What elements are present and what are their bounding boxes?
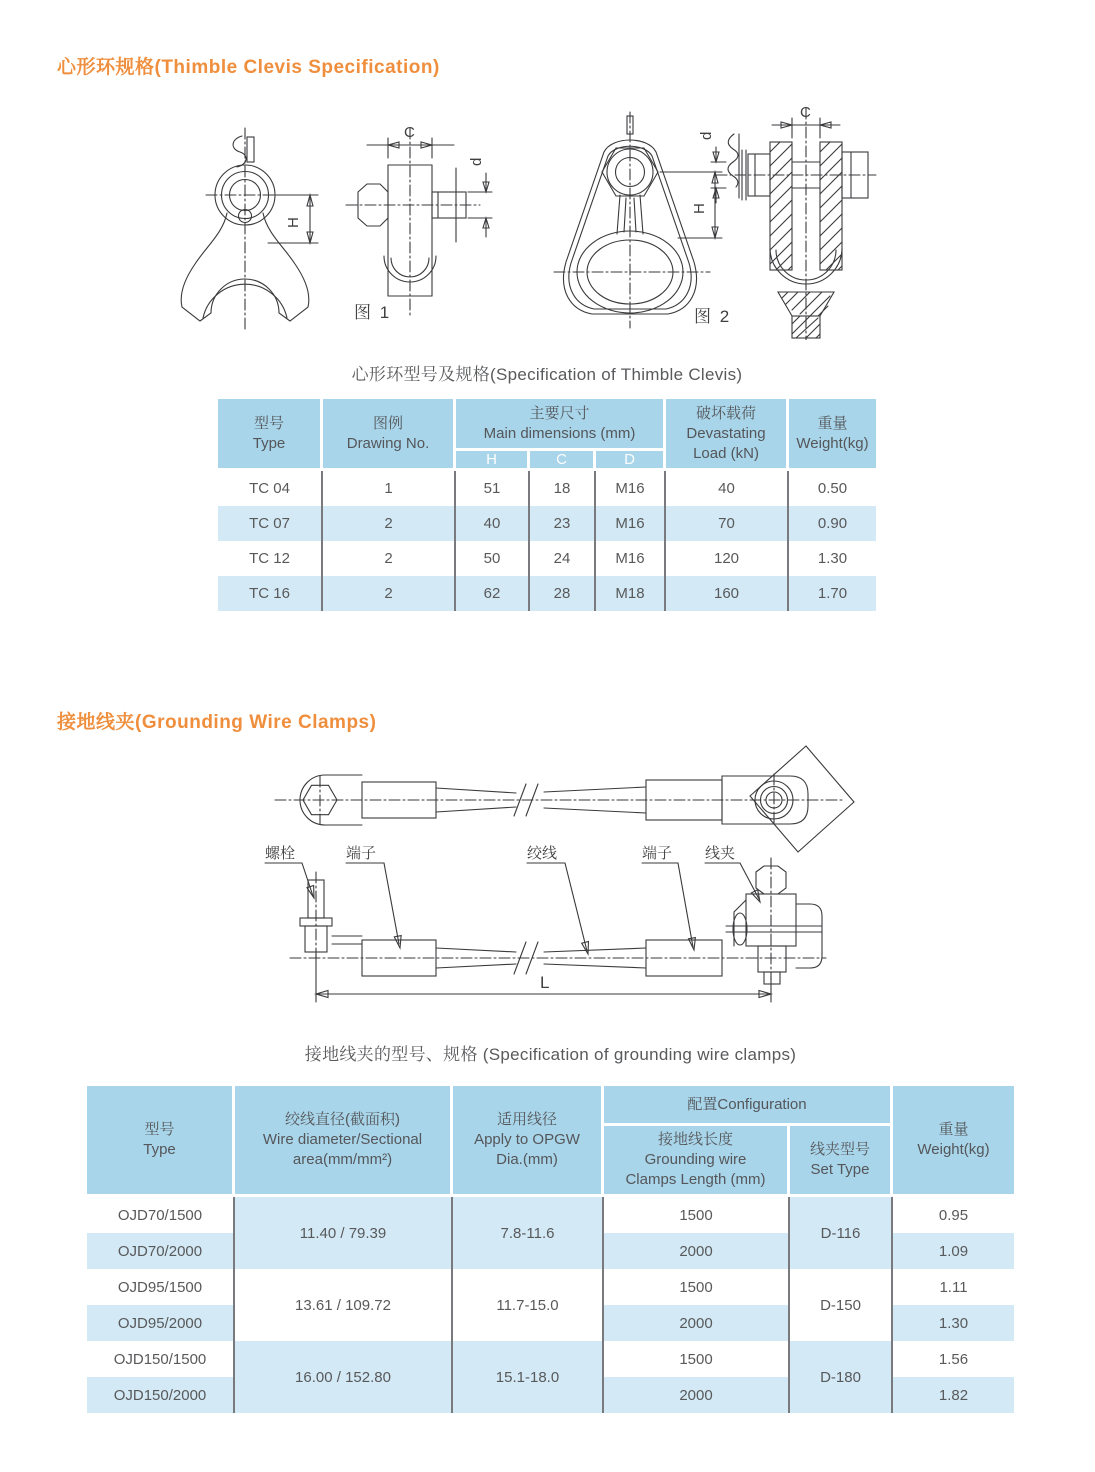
table-row [87, 1197, 1014, 1233]
cell-set-type: D-150 [790, 1269, 893, 1341]
sub-header-c: C [530, 451, 596, 471]
sub-header-set-type: 线夹型号 Set Type [790, 1126, 893, 1197]
cell-type: TC 16 [218, 576, 323, 611]
dim-label-c-fig2: C [800, 104, 811, 121]
cell-length: 2000 [604, 1377, 790, 1413]
col-header-weight: 重量 Weight(kg) [789, 399, 876, 471]
cell-wire-diameter: 13.61 / 109.72 [235, 1269, 453, 1341]
thimble-table-title: 心形环型号及规格(Specification of Thimble Clevis) [351, 365, 743, 384]
cell-d: M16 [596, 541, 666, 576]
cell-weight: 1.09 [893, 1233, 1014, 1269]
sub-header-d: D [596, 451, 666, 471]
cell-c: 24 [530, 541, 596, 576]
cell-length: 2000 [604, 1233, 790, 1269]
cell-weight: 1.30 [789, 541, 876, 576]
label-terminal-1: 端子 [346, 845, 377, 862]
cell-h: 40 [456, 506, 530, 541]
dim-label-d-fig1: d [468, 157, 485, 166]
dim-label-h-fig1: H [285, 217, 302, 228]
cell-type: TC 07 [218, 506, 323, 541]
grounding-clamps-table [87, 1086, 1014, 1413]
cell-drawing: 1 [323, 471, 456, 506]
cell-length: 1500 [604, 1341, 790, 1377]
cell-c: 18 [530, 471, 596, 506]
cell-weight: 1.82 [893, 1377, 1014, 1413]
dim-label-c-fig1: C [404, 124, 415, 141]
cell-set-type: D-180 [790, 1341, 893, 1413]
cell-h: 51 [456, 471, 530, 506]
cell-weight: 1.30 [893, 1305, 1014, 1341]
cell-drawing: 2 [323, 576, 456, 611]
cell-d: M16 [596, 506, 666, 541]
col-header-type: 型号 Type [218, 399, 323, 471]
cell-type: OJD70/2000 [87, 1233, 235, 1269]
thimble-clevis-technical-drawing [170, 100, 910, 340]
label-terminal-2: 端子 [642, 845, 673, 862]
table-row [218, 576, 876, 611]
cell-length: 1500 [604, 1197, 790, 1233]
cell-length: 2000 [604, 1305, 790, 1341]
cell-weight: 1.11 [893, 1269, 1014, 1305]
cell-weight: 1.56 [893, 1341, 1014, 1377]
cell-weight: 1.70 [789, 576, 876, 611]
thimble-clevis-table [218, 399, 876, 611]
cell-h: 62 [456, 576, 530, 611]
cell-set-type: D-116 [790, 1197, 893, 1269]
grounding-clamp-technical-drawing [250, 740, 1050, 1020]
cell-type: TC 12 [218, 541, 323, 576]
figure2-caption: 图 2 [694, 307, 732, 326]
cell-c: 28 [530, 576, 596, 611]
table-row [218, 506, 876, 541]
label-bolt: 螺栓 [265, 845, 296, 862]
dim-label-d-fig2: d [698, 131, 715, 140]
col-header-main-dimensions: 主要尺寸 Main dimensions (mm) [456, 399, 666, 451]
grounding-table-title: 接地线夹的型号、规格 (Specification of grounding wire clamps) [304, 1045, 797, 1064]
cell-load: 120 [666, 541, 789, 576]
cell-weight: 0.95 [893, 1197, 1014, 1233]
dim-label-h-fig2: H [691, 203, 708, 214]
cell-opgw-dia: 7.8-11.6 [453, 1197, 604, 1269]
sub-header-h: H [456, 451, 530, 471]
cell-length: 1500 [604, 1269, 790, 1305]
cell-weight: 0.90 [789, 506, 876, 541]
table-row [87, 1269, 1014, 1305]
cell-load: 40 [666, 471, 789, 506]
sub-header-clamps-length: 接地线长度 Grounding wire Clamps Length (mm) [604, 1126, 790, 1197]
col-header-wire-diameter: 绞线直径(截面积) Wire diameter/Sectional area(mm/mm²) [235, 1086, 453, 1197]
cell-type: OJD150/1500 [87, 1341, 235, 1377]
table-row [218, 541, 876, 576]
cell-c: 23 [530, 506, 596, 541]
col-header-configuration: 配置Configuration [604, 1086, 893, 1126]
cell-load: 160 [666, 576, 789, 611]
col-header-weight: 重量 Weight(kg) [893, 1086, 1014, 1197]
cell-drawing: 2 [323, 541, 456, 576]
cell-type: OJD70/1500 [87, 1197, 235, 1233]
col-header-apply-to-opgw: 适用线径 Apply to OPGW Dia.(mm) [453, 1086, 604, 1197]
col-header-drawing-no: 图例 Drawing No. [323, 399, 456, 471]
cell-opgw-dia: 11.7-15.0 [453, 1269, 604, 1341]
col-header-devastating-load: 破坏载荷 Devastating Load (kN) [666, 399, 789, 471]
cell-opgw-dia: 15.1-18.0 [453, 1341, 604, 1413]
figure1-caption: 图 1 [354, 303, 392, 322]
section-heading-grounding: 接地线夹(Grounding Wire Clamps) [57, 712, 377, 733]
cell-type: OJD150/2000 [87, 1377, 235, 1413]
cell-type: OJD95/2000 [87, 1305, 235, 1341]
cell-wire-diameter: 11.40 / 79.39 [235, 1197, 453, 1269]
cell-d: M18 [596, 576, 666, 611]
cell-weight: 0.50 [789, 471, 876, 506]
cell-load: 70 [666, 506, 789, 541]
table-row [218, 471, 876, 506]
cell-d: M16 [596, 471, 666, 506]
col-header-type: 型号 Type [87, 1086, 235, 1197]
cell-type: OJD95/1500 [87, 1269, 235, 1305]
section-heading-thimble: 心形环规格(Thimble Clevis Specification) [57, 57, 440, 78]
cell-h: 50 [456, 541, 530, 576]
dim-label-l: L [540, 973, 552, 992]
cell-type: TC 04 [218, 471, 323, 506]
label-clamp: 线夹 [705, 845, 736, 862]
cell-wire-diameter: 16.00 / 152.80 [235, 1341, 453, 1413]
cell-drawing: 2 [323, 506, 456, 541]
table-row [87, 1341, 1014, 1377]
label-stranded-wire: 绞线 [527, 845, 558, 862]
